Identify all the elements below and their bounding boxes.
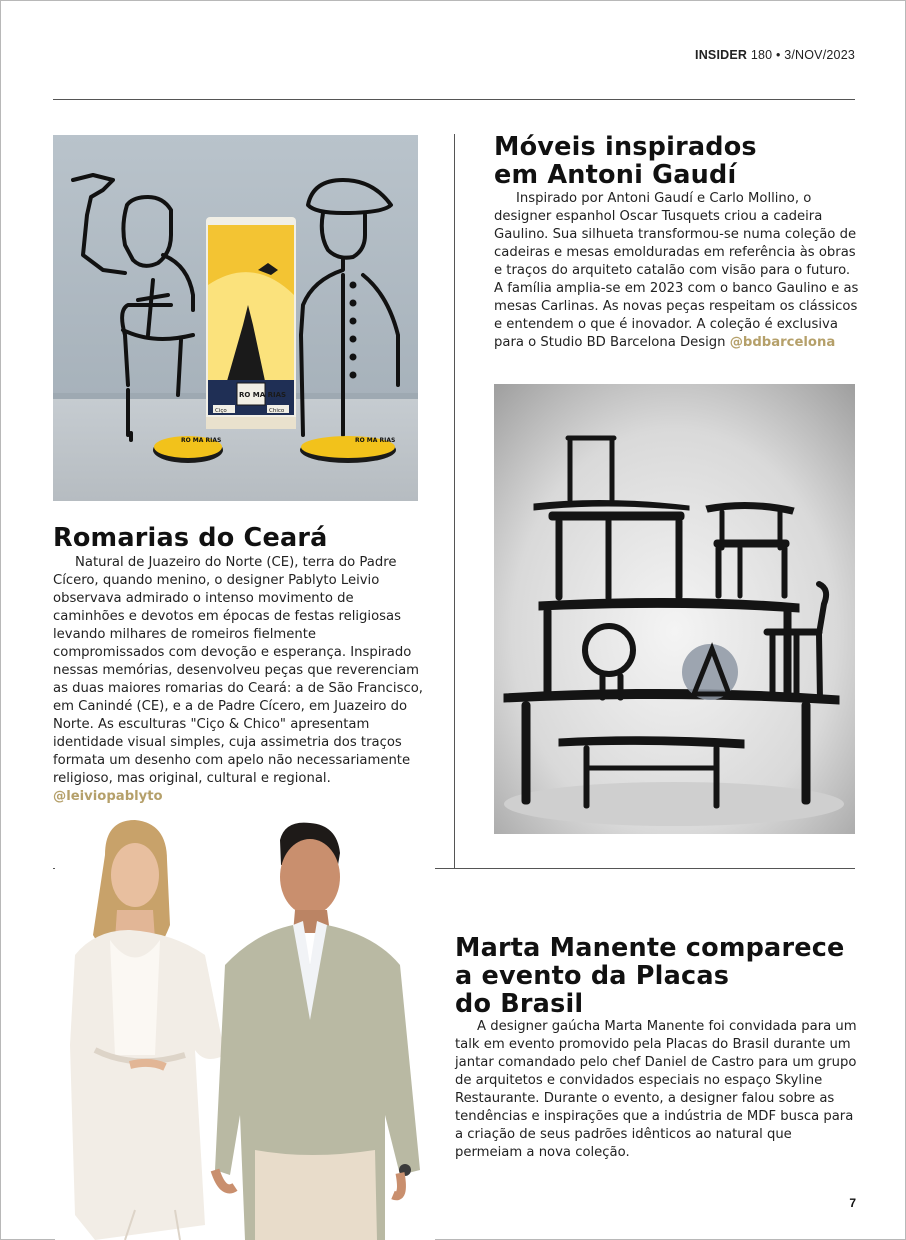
romarias-body-text: Natural de Juazeiro do Norte (CE), terra do Padre Cícero, quando menino, o designer Pablyto Leivio observava admirado o intenso movimento de caminhões e devotos em épocas de festas religiosas levando milhares de romeiros fielmente compromissados com devoção e esperança. Inspirado nessas memórias, desenvolveu peças que reverenciam as duas maiores romarias do Ceará: a de São Francisco, em Canindé (CE), e a de Padre Cícero, em Juazeiro do Norte. As esculturas "Ciço & Chico" apresentam identidade visual simples, cuja assimetria dos traços formata um desenho com apelo não necessariamente religioso, mas original, cultural e regional. xyxy=(53,555,423,786)
gaudi-body-text: Inspirado por Antoni Gaudí e Carlo Mollino, o designer espanhol Oscar Tusquets criou a cadeira Gaulino. Sua silhueta transformou-se numa coleção de cadeiras e mesas emolduradas em referência às obras e traços do arquiteto catalão com visão para o futuro. A família amplia-se em 2023 com o banco Gaulino e as mesas Carlinas. As novas peças respeitam os clássicos e entendem o que é inovador. A coleção é exclusiva para o Studio BD Barcelona Design xyxy=(494,191,859,350)
gaudi-headline-line1: Móveis inspirados xyxy=(494,132,757,162)
marta-headline-line3: do Brasil xyxy=(455,989,584,1019)
page-header xyxy=(695,48,855,62)
romarias-headline-block xyxy=(53,524,433,552)
marta-article-body xyxy=(455,1018,860,1162)
left-base-label: RO MA RIAS xyxy=(181,437,222,444)
romarias-article-body xyxy=(53,554,425,806)
romarias-illustration xyxy=(53,135,418,501)
gaudi-article-body xyxy=(494,190,862,352)
right-base-label: RO MA RIAS xyxy=(355,437,396,444)
gaudi-headline xyxy=(494,133,854,189)
can-tag-left: Ciço xyxy=(215,408,227,414)
marta-headline xyxy=(455,934,865,1018)
marta-headline-block xyxy=(455,934,865,1018)
gaudi-headline-block xyxy=(494,133,854,189)
marta-body-text: A designer gaúcha Marta Manente foi convidada para um talk em evento promovido pela Placas do Brasil durante um jantar comandado pelo chef Daniel de Castro para um grupo de arquitetos e convidados especiais no espaço Skyline Restaurante. Durante o evento, a designer falou sobre as tendências e inspirações que a indústria de MDF busca para a criação de seus padrões idênticos ao natural que permeiam a nova coleção. xyxy=(455,1019,857,1160)
page-number: 7 xyxy=(849,1196,856,1210)
magazine-brand: INSIDER xyxy=(695,48,748,62)
column-divider xyxy=(454,134,455,868)
gaudi-paragraph xyxy=(494,190,862,352)
gaudi-furniture-illustration xyxy=(494,384,855,834)
romarias-instagram-handle[interactable]: @leiviopablyto xyxy=(53,789,163,804)
gaudi-instagram-handle[interactable]: @bdbarcelona xyxy=(729,335,836,350)
issue-info: 180 • 3/NOV/2023 xyxy=(750,48,855,62)
gaudi-furniture-photo xyxy=(494,384,855,834)
people-illustration xyxy=(55,815,435,1240)
romarias-paragraph xyxy=(53,554,425,806)
can-tag-right: Chico xyxy=(269,408,285,414)
marta-headline-line1: Marta Manente comparece xyxy=(455,933,845,963)
marta-headline-line2: a evento da Placas xyxy=(455,961,730,991)
romarias-sculptures-photo xyxy=(53,135,418,501)
can-brand-label: RO MA RIAS xyxy=(239,391,287,399)
romarias-headline: Romarias do Ceará xyxy=(53,523,328,553)
marta-manente-photo xyxy=(55,815,435,1240)
marta-paragraph xyxy=(455,1018,860,1162)
gaudi-headline-line2: em Antoni Gaudí xyxy=(494,160,737,190)
top-divider xyxy=(53,99,855,100)
